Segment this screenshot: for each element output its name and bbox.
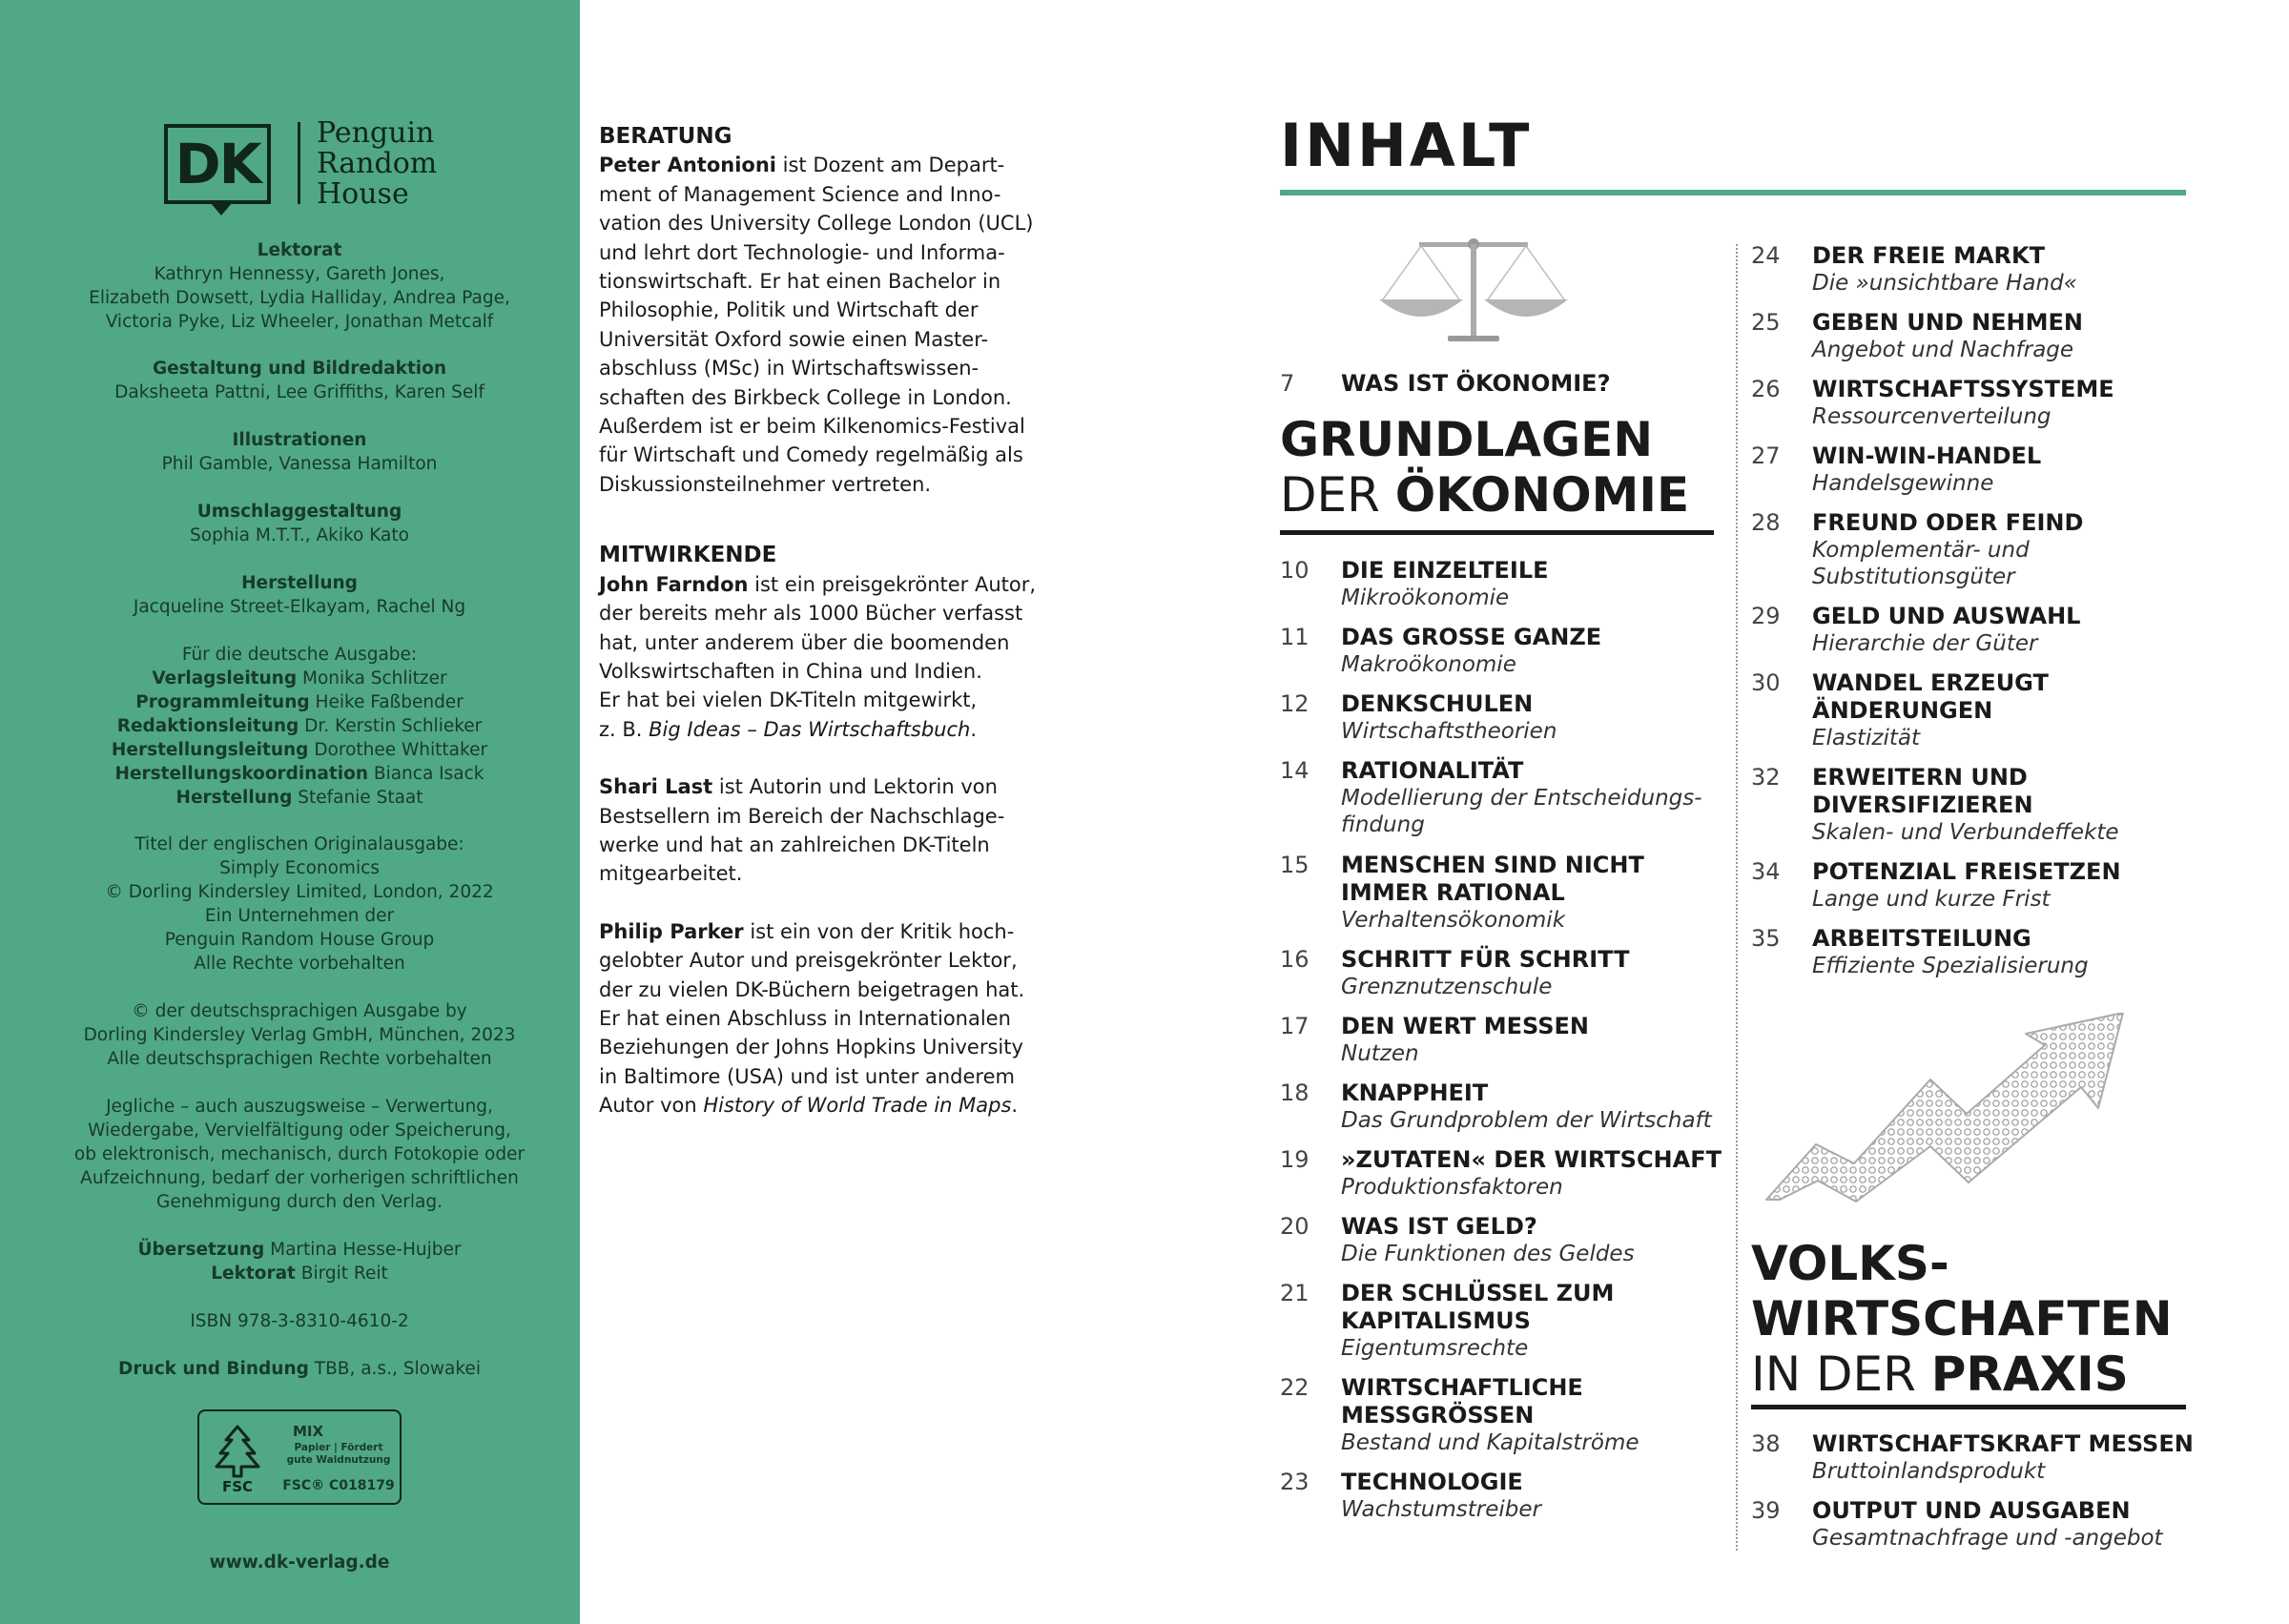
toc-entry-title-line: TECHNOLOGIE	[1341, 1469, 1523, 1495]
toc-entry-subtitle-line: Nutzen	[1341, 1041, 1419, 1066]
section-title-thin: IN DER	[1751, 1346, 1931, 1402]
toc-entry-title-line: WIRTSCHAFTSKRAFT MESSEN	[1812, 1430, 2194, 1457]
german-copyright-block	[19, 999, 580, 1071]
credit-block-gestaltung	[19, 357, 580, 404]
section-title-praxis	[1751, 1236, 2173, 1402]
credit-block-illustrationen	[19, 428, 580, 476]
toc-page-number: 35	[1751, 925, 1781, 952]
toc-entry-title: WAS IST ÖKONOMIE?	[1341, 370, 1611, 397]
toc-entry-title	[1341, 1079, 1722, 1107]
toc-page-number: 14	[1280, 757, 1309, 784]
beratung-text: Peter Antonioni ist Dozent am Depart- ment of Management Science and Inno- vation des University College London (UCL) und lehrt dort Technologie- und Informa- tionswirtschaft. Er hat einen Bachelor in Philosophie, Politik und Wirtschaft der Universität Oxford sowie einen Master- abschluss (MSc) in Wirtschaftswissen- schaften des Birkbeck College in London. Außerdem ist er beim Kilkenomics-Festival für Wirtschaft und Comedy regelmäßig als Diskussionsteilnehmer vertreten.	[599, 154, 1034, 496]
toc-page-number: 16	[1280, 946, 1309, 973]
credit-line: Elizabeth Dowsett, Lydia Halliday, Andrea Page,	[89, 288, 510, 308]
section-title-line: WIRTSCHAFTEN	[1751, 1291, 2173, 1346]
last-text: Shari Last ist Autorin und Lektorin von Bestsellern im Bereich der Nachschlage- werke und hat an zahlreichen DK-Titeln mitgearbeitet.	[599, 775, 1005, 886]
toc-entry-title-line: DER FREIE MARKT	[1812, 242, 2046, 269]
toc-page-number: 28	[1751, 509, 1781, 536]
copyright-line: Alle deutschsprachigen Rechte vorbehalten	[107, 1049, 492, 1069]
toc-entry-title	[1812, 1430, 2194, 1458]
toc-entry-subtitle	[1812, 470, 2194, 497]
toc-entry-subtitle-line: Handelsgewinne	[1812, 471, 1994, 496]
toc-page-number: 11	[1280, 624, 1309, 650]
toc-page-number: 32	[1751, 764, 1781, 791]
toc-entry-title-line: MENSCHEN SIND NICHT	[1341, 852, 1644, 878]
copyright-line: Dorling Kindersley Verlag GmbH, München, 2023	[83, 1025, 516, 1045]
original-title-line: Titel der englischen Originalausgabe:	[134, 834, 464, 854]
toc-entry-title	[1341, 1280, 1722, 1335]
column-divider	[1736, 244, 1738, 1551]
toc-entry-subtitle	[1341, 1040, 1722, 1067]
toc-page-number: 20	[1280, 1213, 1309, 1240]
toc-page-number: 29	[1751, 603, 1781, 629]
toc-entry-title	[1812, 509, 2194, 537]
toc-entry-subtitle-line: Bruttoinlandsprodukt	[1812, 1459, 2046, 1484]
toc-entry-subtitle	[1812, 886, 2194, 913]
section-title-thin: DER	[1280, 467, 1395, 523]
toc-entry-subtitle	[1341, 1241, 1722, 1267]
section-title-grundlagen	[1280, 412, 1689, 523]
toc-entry-subtitle	[1341, 974, 1722, 1000]
section-title-bold: PRAXIS	[1930, 1346, 2129, 1402]
toc-entry-title-line: ÄNDERUNGEN	[1812, 697, 1993, 724]
publisher-logo	[164, 118, 450, 210]
toc-page-number: 34	[1751, 858, 1781, 885]
toc-entry-title-line: DAS GROSSE GANZE	[1341, 624, 1602, 650]
toc-page-number: 15	[1280, 852, 1309, 878]
toc-entry-subtitle	[1812, 270, 2194, 297]
toc-entry-subtitle	[1341, 651, 1722, 678]
toc-entry-subtitle	[1812, 337, 2194, 363]
toc-entry-title	[1812, 669, 2194, 725]
toc-entry-title-line: DENKSCHULEN	[1341, 690, 1534, 717]
beratung-heading: BERATUNG	[599, 124, 732, 149]
toc-entry-subtitle-line: Das Grundproblem der Wirtschaft	[1341, 1108, 1712, 1133]
original-title-line: Penguin Random House Group	[164, 930, 435, 950]
toc-entry-subtitle-line: Die Funktionen des Geldes	[1341, 1242, 1635, 1266]
toc-entry-title	[1341, 1469, 1722, 1496]
translation-line: Übersetzung Martina Hesse-Hujber	[137, 1240, 462, 1260]
rights-line: Jegliche – auch auszugsweise – Verwertung,	[106, 1097, 493, 1117]
credit-heading: Lektorat	[257, 240, 342, 260]
toc-page-number: 24	[1751, 242, 1781, 269]
prh-line: House	[317, 177, 409, 211]
toc-page-number: 12	[1280, 690, 1309, 717]
toc-entry-title-line: GEBEN UND NEHMEN	[1812, 309, 2084, 336]
toc-page-number: 19	[1280, 1146, 1309, 1173]
toc-page-number: 18	[1280, 1079, 1309, 1106]
german-edition-intro: Für die deutsche Ausgabe:	[181, 645, 418, 665]
toc-entry-subtitle-line: Skalen- und Verbundeffekte	[1812, 820, 2119, 845]
toc-entry-title-line: ARBEITSTEILUNG	[1812, 925, 2031, 952]
credit-heading: Illustrationen	[232, 430, 367, 450]
toc-entry-subtitle-line: Gesamtnachfrage und -angebot	[1812, 1526, 2163, 1551]
toc-entry-subtitle-line: Hierarchie der Güter	[1812, 631, 2038, 656]
toc-entry-subtitle-line: Substitutionsgüter	[1812, 565, 2015, 589]
prh-line: Random	[317, 147, 438, 180]
toc-entry-subtitle	[1341, 1174, 1722, 1201]
toc-entry-subtitle	[1341, 785, 1722, 838]
credit-heading: Herstellung	[241, 573, 358, 593]
rights-line: Wiedergabe, Vervielfältigung oder Speicherung,	[88, 1120, 511, 1141]
toc-entry-subtitle-line: Wirtschaftstheorien	[1341, 719, 1557, 744]
section-title-bold: ÖKONOMIE	[1394, 467, 1690, 523]
toc-entry-subtitle	[1812, 630, 2194, 657]
toc-entry-title-line: WIRTSCHAFTLICHE	[1341, 1374, 1583, 1401]
toc-entry-title	[1812, 925, 2194, 953]
toc-entry-title	[1341, 1374, 1722, 1429]
rights-line: ob elektronisch, mechanisch, durch Fotokopie oder	[73, 1144, 526, 1164]
credit-line: Victoria Pyke, Liz Wheeler, Jonathan Metcalf	[105, 312, 494, 332]
toc-entry-title-line: DIE EINZELTEILE	[1341, 557, 1549, 584]
toc-entry-subtitle	[1341, 1496, 1722, 1523]
credit-line: Jacqueline Street-Elkayam, Rachel Ng	[133, 597, 466, 617]
toc-entry-subtitle-line: Angebot und Nachfrage	[1812, 338, 2074, 362]
german-role-line: Redaktionsleitung Dr. Kerstin Schlieker	[116, 716, 483, 736]
toc-entry-title-line: »ZUTATEN« DER WIRTSCHAFT	[1341, 1146, 1722, 1173]
german-role-line: Verlagsleitung Monika Schlitzer	[152, 668, 447, 689]
toc-entry-subtitle-line: Eigentumsrechte	[1341, 1336, 1529, 1361]
toc-entry-subtitle	[1341, 1107, 1722, 1134]
fsc-code: FSC® C018179	[282, 1478, 395, 1493]
toc-entry-title-line: WIN-WIN-HANDEL	[1812, 442, 2042, 469]
translation-line: Lektorat Birgit Reit	[211, 1264, 388, 1284]
toc-page-number: 10	[1280, 557, 1309, 584]
toc-entry-subtitle-line: Makroökonomie	[1341, 652, 1516, 677]
fsc-mix: MIX	[293, 1423, 324, 1440]
german-edition-block	[19, 643, 580, 810]
toc-entry-title	[1341, 557, 1722, 585]
toc-heading: INHALT	[1280, 111, 1533, 180]
fsc-tree-icon	[209, 1421, 266, 1497]
toc-entry-subtitle-line: Produktionsfaktoren	[1341, 1175, 1563, 1200]
mitwirkende-heading: MITWIRKENDE	[599, 543, 777, 568]
toc-entry-subtitle	[1812, 1525, 2194, 1552]
toc-entry-title-line: OUTPUT UND AUSGABEN	[1812, 1497, 2131, 1524]
isbn: ISBN 978-3-8310-4610-2	[190, 1311, 409, 1331]
toc-page-number: 38	[1751, 1430, 1781, 1457]
credit-block-umschlag	[19, 500, 580, 547]
toc-page-number: 7	[1280, 370, 1295, 397]
credit-line: Phil Gamble, Vanessa Hamilton	[161, 454, 438, 474]
toc-page-number: 39	[1751, 1497, 1781, 1524]
toc-entry-title	[1341, 624, 1722, 651]
toc-entry-title	[1812, 376, 2194, 403]
toc-entry-title-line: WIRTSCHAFTSSYSTEME	[1812, 376, 2114, 402]
german-role-line: Programmleitung Heike Faßbender	[135, 692, 464, 712]
toc-entry-title-line: DEN WERT MESSEN	[1341, 1013, 1590, 1039]
german-role-line: Herstellung Stefanie Staat	[175, 788, 423, 808]
fsc-text: Papier | Fördert gute Waldnutzung	[286, 1442, 391, 1466]
toc-entry-subtitle-line: Mikroökonomie	[1341, 586, 1510, 610]
parker-text: Philip Parker ist ein von der Kritik hoch- gelobter Autor und preisgekrönter Lektor, der zu vielen DK-Büchern beigetragen hat. Er hat einen Abschluss in Internationalen Beziehungen der Johns Hopkins University in Baltimore (USA) und ist unter anderem Autor von History of World Trade in Maps.	[599, 919, 1025, 1118]
toc-entry-title-line: MESSGRÖSSEN	[1341, 1402, 1535, 1429]
toc-entry-subtitle-line: Verhaltensökonomik	[1341, 908, 1566, 933]
toc-entry-subtitle	[1812, 953, 2194, 979]
german-role-line: Herstellungskoordination Bianca Isack	[114, 764, 485, 784]
toc-entry-title-line: POTENZIAL FREISETZEN	[1812, 858, 2121, 885]
toc-entry-title	[1341, 757, 1722, 785]
fsc-badge	[197, 1409, 402, 1505]
toc-entry-title	[1812, 242, 2194, 270]
toc-entry-title-line: WAS IST GELD?	[1341, 1213, 1537, 1240]
toc-entry-title-line: IMMER RATIONAL	[1341, 879, 1565, 906]
toc-entry-subtitle	[1812, 403, 2194, 430]
rising-arrow-icon	[1763, 1013, 2144, 1203]
printing-line: Druck und Bindung TBB, a.s., Slowakei	[118, 1359, 481, 1379]
toc-entry-subtitle-line: Ressourcenverteilung	[1812, 404, 2052, 429]
toc-entry-subtitle	[1341, 1335, 1722, 1362]
toc-page-number: 30	[1751, 669, 1781, 696]
toc-entry-title	[1341, 852, 1722, 907]
credit-line: Sophia M.T.T., Akiko Kato	[190, 525, 409, 545]
toc-entry-title	[1341, 690, 1722, 718]
toc-entry-title	[1341, 946, 1722, 974]
website-url: www.dk-verlag.de	[209, 1552, 390, 1573]
toc-entry-subtitle	[1341, 585, 1722, 611]
credit-heading: Gestaltung und Bildredaktion	[152, 359, 447, 379]
toc-entry-subtitle-line: Effiziente Spezialisierung	[1812, 954, 2089, 978]
toc-entry-subtitle-line: Modellierung der Entscheidungs-	[1341, 786, 1702, 811]
rights-line: Aufzeichnung, bedarf der vorherigen schriftlichen	[80, 1168, 519, 1188]
toc-heading-rule	[1280, 190, 2186, 195]
toc-entry-title-line: FREUND ODER FEIND	[1812, 509, 2084, 536]
toc-entry-title	[1812, 1497, 2194, 1525]
german-role-line: Herstellungsleitung Dorothee Whittaker	[111, 740, 488, 760]
credit-block-herstellung	[19, 571, 580, 619]
balance-scale-icon	[1373, 235, 1574, 349]
original-title-line: © Dorling Kindersley Limited, London, 2022	[105, 882, 494, 902]
toc-entry-subtitle-line: Komplementär- und	[1812, 538, 2030, 563]
toc-entry-title	[1812, 603, 2194, 630]
original-title-line: Simply Economics	[219, 858, 380, 878]
toc-entry-title-line: KAPITALISMUS	[1341, 1307, 1531, 1334]
toc-page-number: 22	[1280, 1374, 1309, 1401]
toc-entry-title	[1341, 1013, 1722, 1040]
toc-entry-subtitle	[1341, 1429, 1722, 1456]
toc-entry-title-line: KNAPPHEIT	[1341, 1079, 1489, 1106]
contributors-column	[599, 122, 1038, 1120]
original-title-line: Ein Unternehmen der	[204, 906, 395, 926]
toc-entry-title	[1812, 309, 2194, 337]
toc-entry-subtitle	[1341, 718, 1722, 745]
section-title-line: VOLKS-	[1751, 1236, 1949, 1291]
translation-block	[19, 1238, 580, 1285]
toc-entry-subtitle-line: findung	[1341, 812, 1425, 837]
toc-entry-subtitle	[1812, 537, 2194, 590]
credit-line: Daksheeta Pattni, Lee Griffiths, Karen Self	[114, 382, 485, 402]
toc-entry-title	[1812, 442, 2194, 470]
toc-entry-subtitle	[1812, 725, 2194, 751]
section-rule	[1280, 530, 1714, 535]
toc-entry-title	[1812, 764, 2194, 819]
credits-panel	[0, 0, 580, 1624]
toc-entry-title	[1341, 1213, 1722, 1241]
toc-page-number: 27	[1751, 442, 1781, 469]
toc-page-number: 21	[1280, 1280, 1309, 1306]
toc-entry-subtitle	[1341, 907, 1722, 934]
toc-entry-subtitle-line: Wachstumstreiber	[1341, 1497, 1541, 1522]
toc-entry-title-line: SCHRITT FÜR SCHRITT	[1341, 946, 1630, 973]
logo-divider	[298, 122, 300, 204]
toc-entry-subtitle-line: Bestand und Kapitalströme	[1341, 1430, 1639, 1455]
credit-heading: Umschlaggestaltung	[196, 502, 402, 522]
credit-block-lektorat	[19, 238, 580, 334]
toc-entry-title-line: DER SCHLÜSSEL ZUM	[1341, 1280, 1615, 1306]
toc-entry-title-line: DIVERSIFIZIEREN	[1812, 791, 2033, 818]
original-title-line: Alle Rechte vorbehalten	[194, 954, 405, 974]
rights-notice-block	[19, 1095, 580, 1214]
toc-entry-subtitle-line: Grenznutzenschule	[1341, 975, 1553, 999]
toc-entry-subtitle-line: Elastizität	[1812, 726, 1921, 750]
svg-text:FSC: FSC	[221, 1478, 254, 1495]
copyright-line: © der deutschsprachigen Ausgabe by	[132, 1001, 467, 1021]
toc-entry-subtitle-line: Lange und kurze Frist	[1812, 887, 2051, 912]
toc-entry-title	[1341, 1146, 1722, 1174]
toc-entry-title	[1812, 858, 2194, 886]
toc-page-number: 26	[1751, 376, 1781, 402]
toc-entry-subtitle	[1812, 1458, 2194, 1485]
toc-page-number: 23	[1280, 1469, 1309, 1495]
rights-line: Genehmigung durch den Verlag.	[155, 1192, 443, 1212]
toc-page-number: 17	[1280, 1013, 1309, 1039]
toc-entry-title-line: WANDEL ERZEUGT	[1812, 669, 2049, 696]
prh-logo-text	[317, 118, 437, 210]
credit-line: Kathryn Hennessy, Gareth Jones,	[154, 264, 445, 284]
toc-page-number: 25	[1751, 309, 1781, 336]
toc-entry-title-line: GELD UND AUSWAHL	[1812, 603, 2081, 629]
toc-entry-subtitle	[1812, 819, 2194, 846]
dk-logo: DK	[164, 124, 271, 204]
toc-entry-title-line: RATIONALITÄT	[1341, 757, 1524, 784]
section-rule	[1751, 1405, 2186, 1409]
prh-line: Penguin	[317, 116, 435, 150]
farndon-text: John Farndon ist ein preisgekrönter Autor, der bereits mehr als 1000 Bücher verfasst hat, unter anderem über die boomenden Volkswirtschaften in China und Indien. Er hat bei vielen DK-Titeln mitgewirkt, z. B. Big Ideas – Das Wirtschaftsbuch.	[599, 572, 1037, 741]
toc-entry-subtitle-line: Die »unsichtbare Hand«	[1812, 271, 2077, 296]
toc-entry-title-line: ERWEITERN UND	[1812, 764, 2028, 791]
original-title-block	[19, 833, 580, 976]
section-title-line: GRUNDLAGEN	[1280, 412, 1654, 467]
